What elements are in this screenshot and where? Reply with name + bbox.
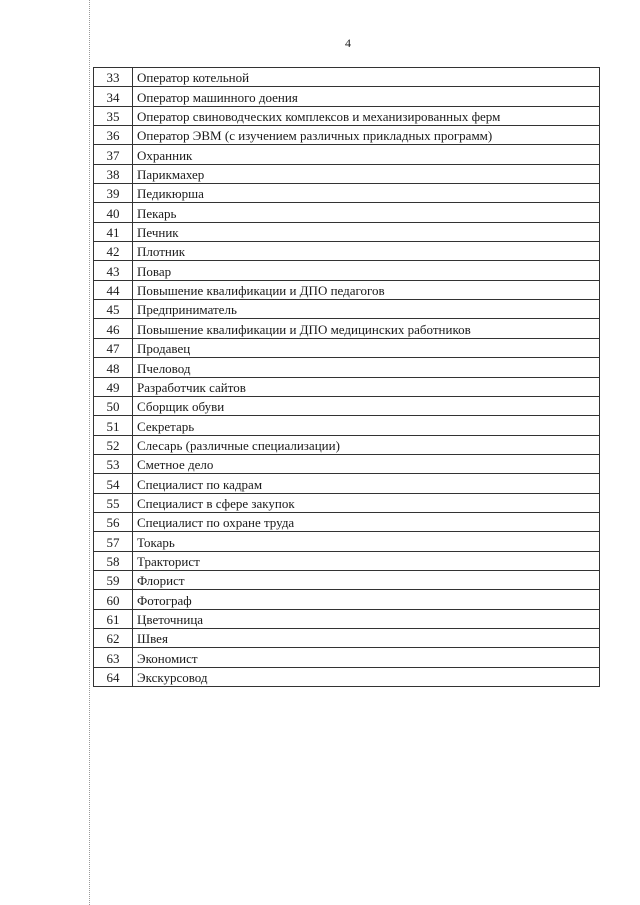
profession-name: Предприниматель [133,300,600,319]
profession-name: Продавец [133,338,600,357]
row-number: 55 [94,493,133,512]
row-number: 35 [94,106,133,125]
row-number: 57 [94,532,133,551]
profession-name: Оператор ЭВМ (с изучением различных прикладных программ) [133,126,600,145]
profession-name: Специалист в сфере закупок [133,493,600,512]
row-number: 38 [94,164,133,183]
table-row [94,300,600,319]
row-number: 64 [94,667,133,686]
table-row [94,512,600,531]
page-number: 4 [345,36,351,50]
row-number: 61 [94,609,133,628]
row-number: 59 [94,570,133,589]
profession-name: Парикмахер [133,164,600,183]
row-number: 49 [94,377,133,396]
table-row [94,261,600,280]
table-row [94,145,600,164]
table-row [94,590,600,609]
table-row [94,493,600,512]
row-number: 33 [94,68,133,87]
table-row [94,570,600,589]
table-row [94,242,600,261]
table-row [94,203,600,222]
profession-name: Пекарь [133,203,600,222]
table-row [94,184,600,203]
profession-name: Цветочница [133,609,600,628]
table-row [94,164,600,183]
table-row [94,435,600,454]
profession-name: Специалист по охране труда [133,512,600,531]
row-number: 40 [94,203,133,222]
profession-name: Специалист по кадрам [133,474,600,493]
professions-table-body [94,68,600,687]
row-number: 39 [94,184,133,203]
profession-name: Оператор котельной [133,68,600,87]
professions-table [93,67,600,687]
row-number: 63 [94,648,133,667]
profession-name: Флорист [133,570,600,589]
row-number: 45 [94,300,133,319]
table-row [94,532,600,551]
table-row [94,87,600,106]
profession-name: Оператор машинного доения [133,87,600,106]
row-number: 48 [94,358,133,377]
table-row [94,396,600,415]
table-row [94,609,600,628]
row-number: 41 [94,222,133,241]
table-row [94,106,600,125]
row-number: 50 [94,396,133,415]
row-number: 47 [94,338,133,357]
table-row [94,338,600,357]
row-number: 46 [94,319,133,338]
row-number: 62 [94,628,133,647]
profession-name: Секретарь [133,416,600,435]
row-number: 42 [94,242,133,261]
profession-name: Тракторист [133,551,600,570]
row-number: 37 [94,145,133,164]
row-number: 60 [94,590,133,609]
profession-name: Швея [133,628,600,647]
table-row [94,648,600,667]
table-row [94,319,600,338]
profession-name: Экскурсовод [133,667,600,686]
table-row [94,551,600,570]
profession-name: Слесарь (различные специализации) [133,435,600,454]
profession-name: Педикюрша [133,184,600,203]
row-number: 43 [94,261,133,280]
table-row [94,126,600,145]
row-number: 44 [94,280,133,299]
profession-name: Оператор свиноводческих комплексов и механизированных ферм [133,106,600,125]
profession-name: Печник [133,222,600,241]
table-row [94,68,600,87]
profession-name: Повышение квалификации и ДПО медицинских работников [133,319,600,338]
row-number: 54 [94,474,133,493]
profession-name: Разработчик сайтов [133,377,600,396]
profession-name: Охранник [133,145,600,164]
profession-name: Сборщик обуви [133,396,600,415]
profession-name: Фотограф [133,590,600,609]
table-row [94,416,600,435]
profession-name: Плотник [133,242,600,261]
table-row [94,222,600,241]
profession-name: Повар [133,261,600,280]
row-number: 34 [94,87,133,106]
table-row [94,280,600,299]
profession-name: Экономист [133,648,600,667]
table-row [94,377,600,396]
table-row [94,628,600,647]
row-number: 56 [94,512,133,531]
row-number: 58 [94,551,133,570]
row-number: 53 [94,454,133,473]
profession-name: Пчеловод [133,358,600,377]
table-row [94,474,600,493]
table-row [94,667,600,686]
table-row [94,454,600,473]
profession-name: Токарь [133,532,600,551]
row-number: 52 [94,435,133,454]
row-number: 36 [94,126,133,145]
profession-name: Сметное дело [133,454,600,473]
profession-name: Повышение квалификации и ДПО педагогов [133,280,600,299]
table-row [94,358,600,377]
left-margin-rule [89,0,90,905]
row-number: 51 [94,416,133,435]
